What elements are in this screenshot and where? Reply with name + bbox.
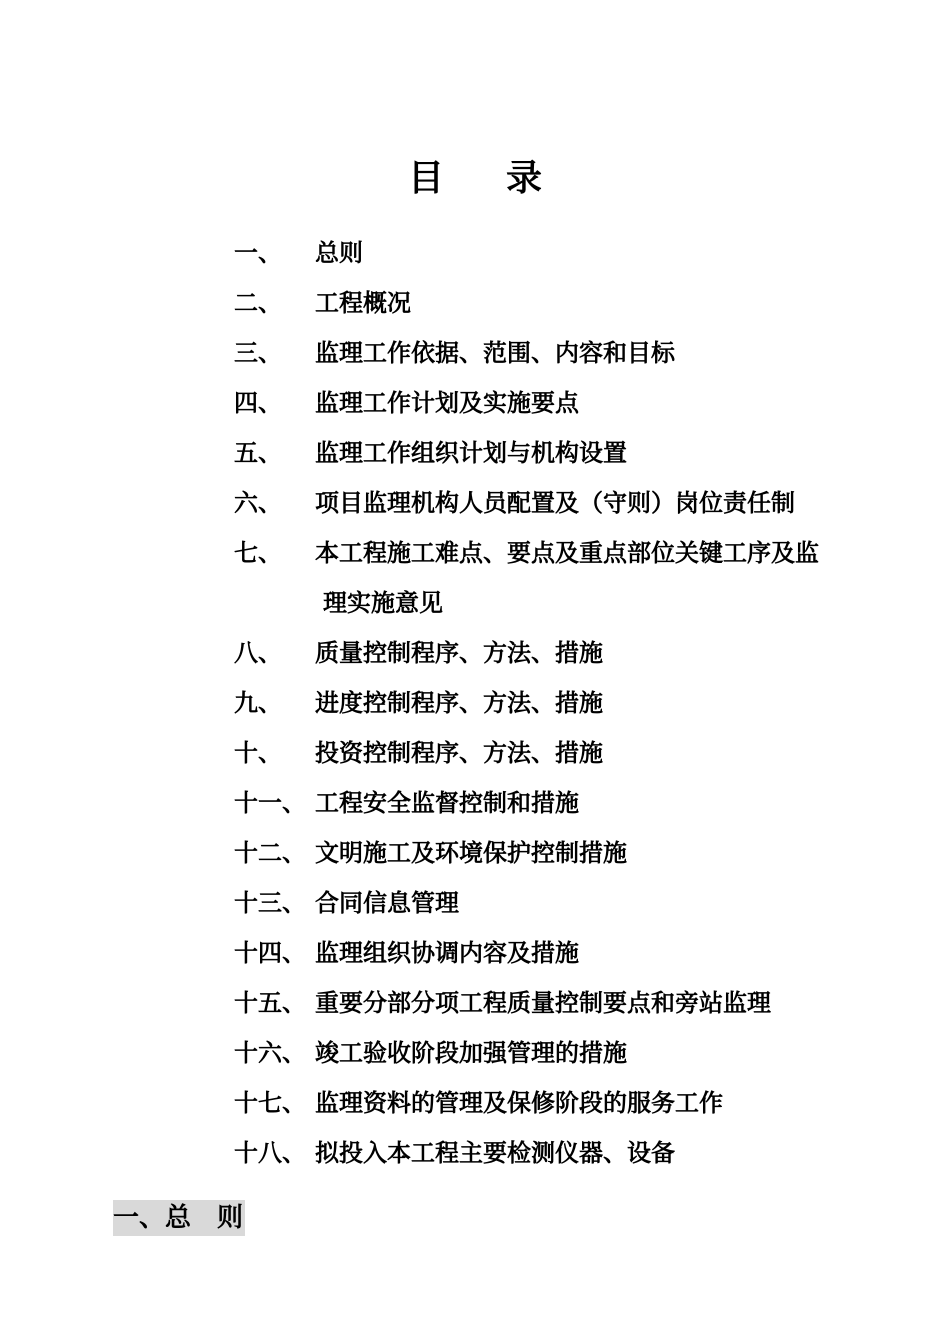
toc-item-text: 竣工验收阶段加强管理的措施 xyxy=(315,1038,627,1067)
section-heading xyxy=(113,1200,245,1236)
toc-item-text: 总则 xyxy=(315,238,363,267)
toc-item-text: 拟投入本工程主要检测仪器、设备 xyxy=(315,1138,675,1167)
toc-item-number: 八、 xyxy=(234,638,282,667)
toc-item-text: 工程安全监督控制和措施 xyxy=(315,788,579,817)
section-number: 一、 xyxy=(113,1203,166,1233)
toc-item[interactable] xyxy=(234,778,884,828)
toc-item-text: 监理工作组织计划与机构设置 xyxy=(315,438,627,467)
toc-item[interactable] xyxy=(234,628,884,678)
toc-title-char: 目 xyxy=(407,157,444,199)
toc-item-text: 项目监理机构人员配置及（守则）岗位责任制 xyxy=(315,488,795,517)
toc-item-text: 合同信息管理 xyxy=(315,888,459,917)
toc-item-text: 监理组织协调内容及措施 xyxy=(315,938,579,967)
section-title-char: 则 xyxy=(217,1203,244,1233)
toc-item-text: 投资控制程序、方法、措施 xyxy=(315,738,603,767)
toc-item[interactable] xyxy=(234,1128,884,1178)
toc-item[interactable] xyxy=(234,378,884,428)
toc-item[interactable] xyxy=(234,928,884,978)
toc-item[interactable] xyxy=(234,528,884,578)
toc-item[interactable] xyxy=(234,328,884,378)
toc-item-continuation[interactable] xyxy=(234,578,884,628)
toc-item-number: 十二、 xyxy=(234,838,306,867)
toc-item[interactable] xyxy=(234,828,884,878)
toc-list xyxy=(234,228,884,1178)
toc-item[interactable] xyxy=(234,878,884,928)
toc-item-number: 二、 xyxy=(234,288,282,317)
toc-item-text: 工程概况 xyxy=(315,288,411,317)
toc-item[interactable] xyxy=(234,1028,884,1078)
toc-item-text: 重要分部分项工程质量控制要点和旁站监理 xyxy=(315,988,771,1017)
toc-item-continuation-text: 理实施意见 xyxy=(323,588,443,617)
toc-item-text: 进度控制程序、方法、措施 xyxy=(315,688,603,717)
toc-item-number: 三、 xyxy=(234,338,282,367)
toc-item-text: 本工程施工难点、要点及重点部位关键工序及监 xyxy=(315,538,819,567)
toc-item-number: 十四、 xyxy=(234,938,306,967)
toc-item[interactable] xyxy=(234,428,884,478)
toc-item[interactable] xyxy=(234,478,884,528)
toc-item-text: 质量控制程序、方法、措施 xyxy=(315,638,603,667)
toc-item-number: 四、 xyxy=(234,388,282,417)
toc-item[interactable] xyxy=(234,678,884,728)
toc-item-text: 监理工作计划及实施要点 xyxy=(315,388,579,417)
toc-item-number: 十三、 xyxy=(234,888,306,917)
toc-item[interactable] xyxy=(234,278,884,328)
toc-item-number: 一、 xyxy=(234,238,282,267)
toc-item-text: 文明施工及环境保护控制措施 xyxy=(315,838,627,867)
toc-item[interactable] xyxy=(234,978,884,1028)
toc-title xyxy=(0,150,950,201)
toc-item-number: 六、 xyxy=(234,488,282,517)
toc-item-number: 七、 xyxy=(234,538,282,567)
toc-item-text: 监理资料的管理及保修阶段的服务工作 xyxy=(315,1088,723,1117)
section-title-char: 总 xyxy=(165,1203,192,1233)
toc-item-number: 五、 xyxy=(234,438,282,467)
toc-item[interactable] xyxy=(234,1078,884,1128)
toc-item-number: 十一、 xyxy=(234,788,306,817)
toc-item-number: 十五、 xyxy=(234,988,306,1017)
toc-item-text: 监理工作依据、范围、内容和目标 xyxy=(315,338,675,367)
toc-item-number: 十七、 xyxy=(234,1088,306,1117)
toc-item-number: 十八、 xyxy=(234,1138,306,1167)
toc-title-char: 录 xyxy=(506,157,543,199)
toc-item[interactable] xyxy=(234,228,884,278)
toc-item-number: 十六、 xyxy=(234,1038,306,1067)
toc-item[interactable] xyxy=(234,728,884,778)
toc-item-number: 九、 xyxy=(234,688,282,717)
toc-item-number: 十、 xyxy=(234,738,282,767)
